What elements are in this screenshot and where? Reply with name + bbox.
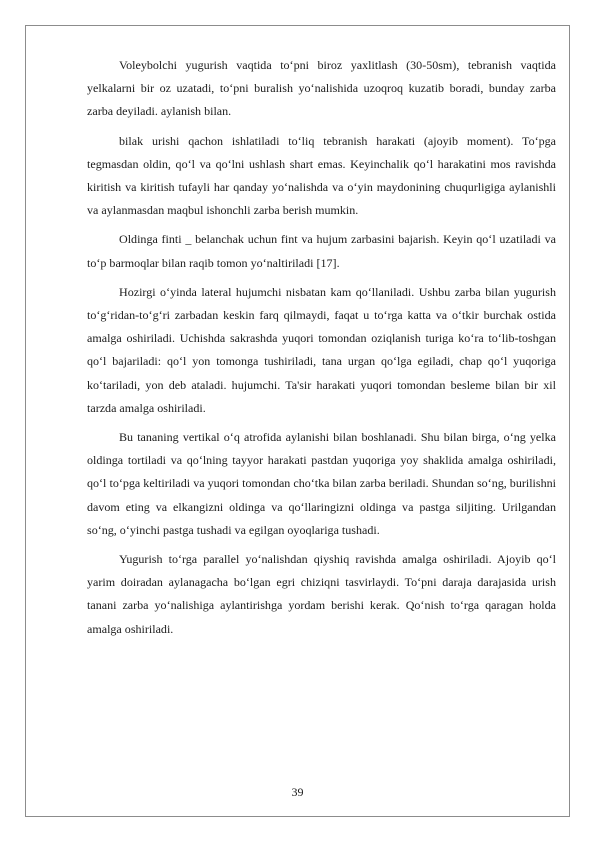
paragraph: Oldinga finti _ belanchak uchun fint va hujum zarbasini bajarish. Keyin qo‘l uzatiladi va to‘p barmoqlar bilan raqib tomon yo‘naltiriladi [17]. xyxy=(87,232,556,270)
paragraph: Bu tananing vertikal o‘q atrofida aylanishi bilan boshlanadi. Shu bilan birga, o‘ng yelka oldinga tortiladi va qo‘lning tayyor harakati pastdan yuqoriga yoy shaklida amalga oshiriladi, qo‘l to‘pga keltiriladi va yuqori tomondan cho‘tka bilan zarba beriladi. Shundan so‘ng, burilishni davom eting va elkangizni oldinga va qo‘llaringizni oldinga va pastga siljiting. Urilgandan so‘ng, o‘yinchi pastga tushadi va egilgan oyoqlariga tushadi. xyxy=(87,430,556,537)
paragraph: Yugurish to‘rga parallel yo‘nalishdan qiyshiq ravishda amalga oshiriladi. Ajoyib qo‘l yarim doiradan aylanagacha bo‘lgan egri chiziqni tasvirlaydi. To‘pni daraja darajasida urish tanani zarba yo‘nalishiga aylantirishga yordam berishi kerak. Qo‘nish to‘rga qaragan holda amalga oshiriladi. xyxy=(87,552,556,636)
document-body xyxy=(87,54,556,647)
paragraph: Hozirgi o‘yinda lateral hujumchi nisbatan kam qo‘llaniladi. Ushbu zarba bilan yugurish to‘g‘ridan-to‘g‘ri zarbadan keskin farq qilmaydi, faqat u to‘rga katta va o‘tkir burchak ostida amalga oshiriladi. Uchishda sakrashda yuqori tomondan oziqlanish turiga ko‘ra to‘lib-toshgan qo‘l bajariladi: qo‘l yon tomonga tushiriladi, tana urgan qo‘lga egiladi, chap qo‘l yuqoriga ko‘tariladi, yon deb ataladi. hujumchi. Ta'sir harakati yuqori tomondan besleme bilan bir xil tarzda amalga oshiriladi. xyxy=(87,284,556,415)
paragraph: bilak urishi qachon ishlatiladi to‘liq tebranish harakati (ajoyib moment). To‘pga tegmasdan oldin, qo‘l va qo‘lni ushlash shart emas. Keyinchalik qo‘l harakatini mos ravishda kiritish va kiritish tufayli har qanday yo‘nalishda va o‘yin maydonining chuqurligiga aylanishli va aylanmasdan maqbul ishonchli zarba berish mumkin. xyxy=(87,133,556,218)
paragraph: Voleybolchi yugurish vaqtida to‘pni biroz yaxlitlash (30-50sm), tebranish vaqtida yelkalarni bir oz uzatadi, to‘pni buralish yo‘nalishida uzoqroq kuzatib boradi, bunday zarba zarba deyiladi. aylanish bilan. xyxy=(87,58,556,119)
page-number: 39 xyxy=(291,785,304,799)
